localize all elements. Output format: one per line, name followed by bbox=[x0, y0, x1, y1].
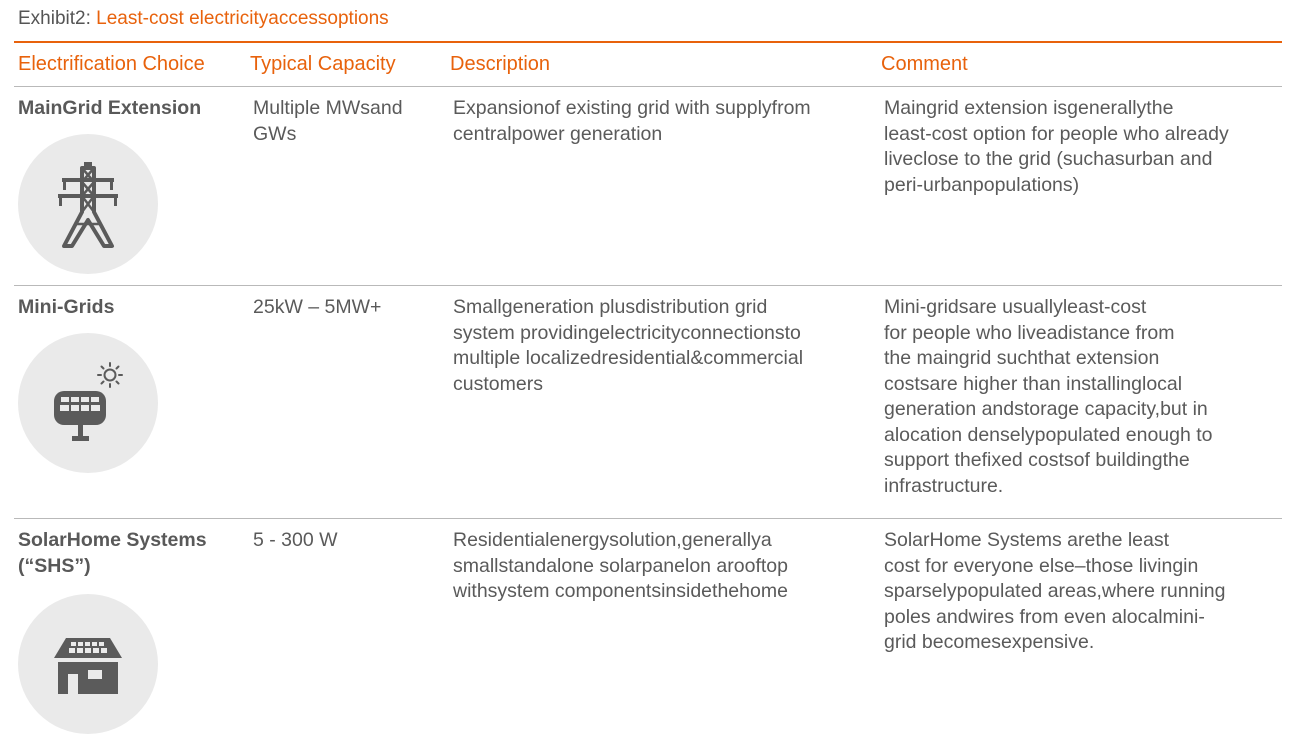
description-line: Smallgeneration plusdistribution grid bbox=[453, 296, 768, 318]
capacity-line: Multiple MWsand bbox=[253, 97, 403, 119]
comment-line: Mini-gridsare usuallyleast-cost bbox=[884, 296, 1147, 318]
comment-line: sparselypopulated areas,where running bbox=[884, 580, 1226, 602]
transmission-tower-icon bbox=[18, 134, 158, 274]
row-description bbox=[453, 295, 863, 397]
header-comment: Comment bbox=[881, 53, 968, 75]
row-choice bbox=[18, 96, 243, 122]
row-description bbox=[453, 96, 863, 147]
capacity-line: 25kW – 5MW+ bbox=[253, 296, 382, 318]
comment-line: alocation denselypopulated enough to bbox=[884, 423, 1213, 446]
comment-line: for people who liveadistance from bbox=[884, 321, 1175, 344]
capacity-line: 5 - 300 W bbox=[253, 529, 338, 551]
exhibit-name: Least-cost electricityaccessoptions bbox=[96, 8, 389, 29]
description-line: system providingelectricityconnectionsto bbox=[453, 321, 801, 344]
header-top-rule bbox=[14, 41, 1282, 43]
header-bottom-rule bbox=[14, 86, 1282, 87]
comment-line: poles andwires from even alocalmini- bbox=[884, 605, 1205, 628]
comment-line: SolarHome Systems arethe least bbox=[884, 529, 1170, 551]
row-divider bbox=[14, 518, 1282, 519]
comment-line: Maingrid extension isgenerallythe bbox=[884, 97, 1174, 119]
description-line: multiple localizedresidential&commercial bbox=[453, 347, 804, 369]
comment-line: least-cost option for people who already bbox=[884, 122, 1229, 145]
comment-line: support thefixed costsof buildingthe bbox=[884, 449, 1190, 471]
row-capacity bbox=[253, 528, 438, 554]
header-typical-capacity: Typical Capacity bbox=[250, 53, 396, 75]
header-electrification-choice: Electrification Choice bbox=[18, 53, 205, 75]
exhibit-label: Exhibit2: bbox=[18, 8, 97, 29]
row-capacity bbox=[253, 96, 438, 147]
comment-line: costsare higher than installinglocal bbox=[884, 372, 1183, 395]
description-line: smallstandalone solarpanelon arooftop bbox=[453, 554, 788, 577]
row-choice bbox=[18, 528, 243, 579]
description-line: Expansionof existing grid with supplyfrom bbox=[453, 97, 811, 119]
capacity-line: GWs bbox=[253, 122, 297, 145]
choice-line: MainGrid Extension bbox=[18, 97, 202, 119]
row-comment bbox=[884, 528, 1284, 656]
comment-line: grid becomesexpensive. bbox=[884, 631, 1095, 653]
comment-line: cost for everyone else–those livingin bbox=[884, 554, 1199, 577]
solar-panel-sun-icon bbox=[18, 333, 158, 473]
comment-line: liveclose to the grid (suchasurban and bbox=[884, 148, 1213, 170]
row-comment bbox=[884, 96, 1284, 198]
comment-line: infrastructure. bbox=[884, 474, 1004, 497]
header-description: Description bbox=[450, 53, 551, 75]
description-line: withsystem componentsinsidethehome bbox=[453, 580, 788, 602]
row-capacity bbox=[253, 295, 438, 321]
choice-line: SolarHome Systems bbox=[18, 529, 207, 551]
description-line: centralpower generation bbox=[453, 122, 663, 145]
comment-line: generation andstorage capacity,but in bbox=[884, 398, 1208, 420]
exhibit-title bbox=[18, 7, 389, 31]
description-line: Residentialenergysolution,generallya bbox=[453, 529, 772, 551]
comment-line: peri-urbanpopulations) bbox=[884, 173, 1080, 196]
solar-home-icon bbox=[18, 594, 158, 734]
description-line: customers bbox=[453, 372, 543, 395]
row-description bbox=[453, 528, 863, 605]
row-divider bbox=[14, 285, 1282, 286]
row-comment bbox=[884, 295, 1284, 499]
choice-line: (“SHS”) bbox=[18, 554, 91, 577]
choice-line: Mini-Grids bbox=[18, 296, 115, 318]
row-choice bbox=[18, 295, 243, 321]
comment-line: the maingrid suchthat extension bbox=[884, 347, 1160, 369]
